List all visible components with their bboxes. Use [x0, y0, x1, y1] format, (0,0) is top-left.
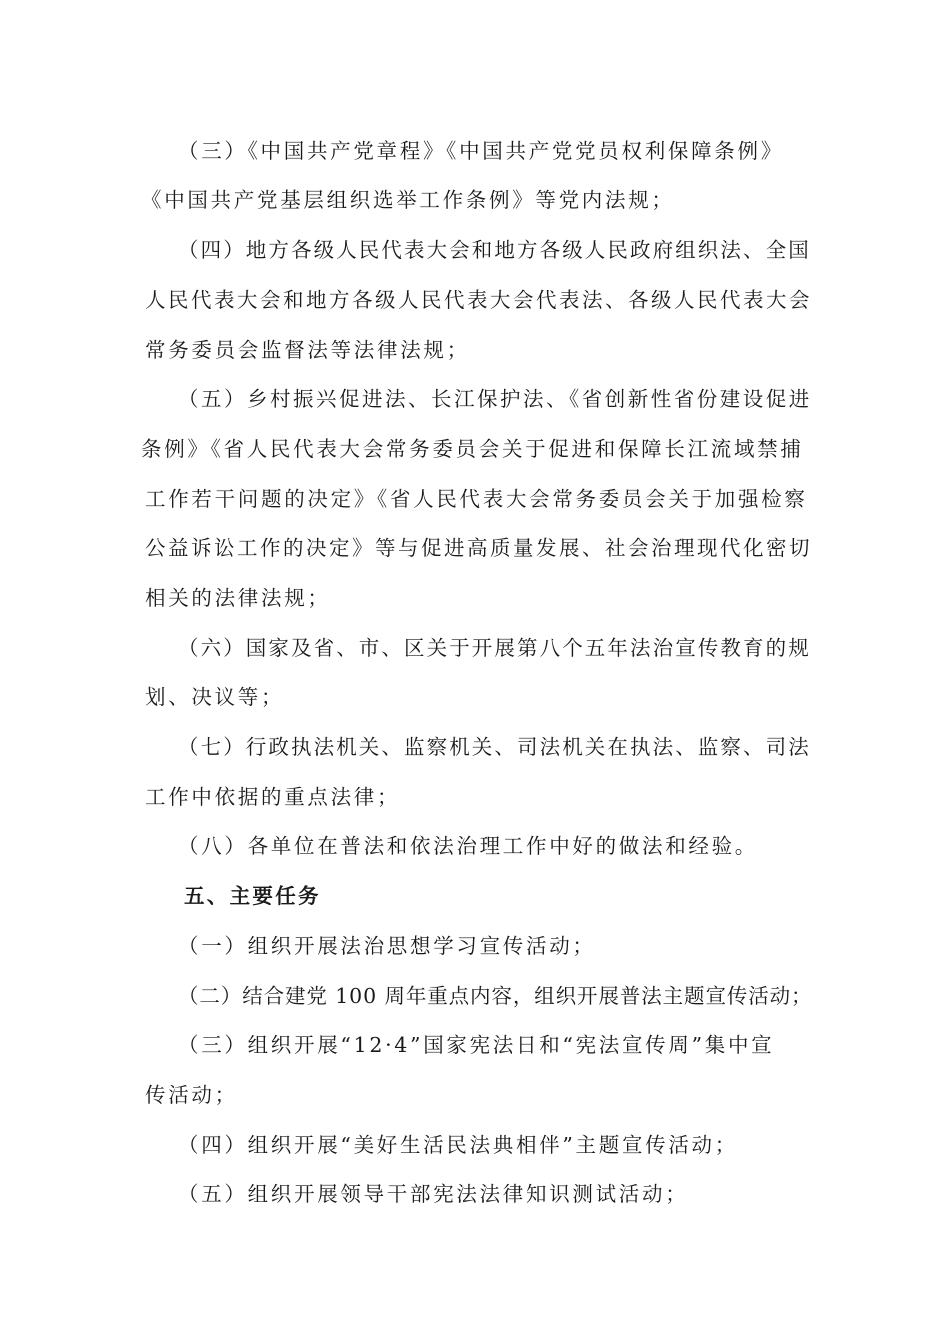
text-line: （一）组织开展法治思想学习宣传活动；: [178, 934, 596, 958]
text-line: （七）行政执法机关、监察机关、司法机关在执法、监察、司法: [178, 735, 811, 759]
text-line: 划、决议等；: [145, 685, 285, 709]
text-line: （六）国家及省、市、区关于开展第八个五年法治宣传教育的规: [178, 636, 811, 660]
text-line: 工作中依据的重点法律；: [145, 785, 401, 809]
text-line: （三）组织开展“12·4”国家宪法日和“宪法宣传周”集中宣: [178, 1033, 775, 1057]
text-line: （五）乡村振兴促进法、长江保护法、《省创新性省份建设促进: [178, 387, 812, 411]
text-line: （四）组织开展“美好生活民法典相伴”主题宣传活动；: [178, 1133, 738, 1157]
text-line: 人民代表大会和地方各级人民代表大会代表法、各级人民代表大会: [145, 288, 812, 312]
text-line: （三）《中国共产党章程》《中国共产党党员权利保障条例》: [178, 139, 784, 163]
text-line: （四）地方各级人民代表大会和地方各级人民政府组织法、全国: [178, 238, 811, 262]
text-line: （二）结合建党 100 周年重点内容，组织开展普法主题宣传活动；: [178, 984, 813, 1008]
text-line: 公益诉讼工作的决定》等与促进高质量发展、社会治理现代化密切: [145, 536, 812, 560]
text-line: 工作若干问题的决定》《省人民代表大会常务委员会关于加强检察: [145, 487, 808, 511]
text-line: 传活动；: [145, 1083, 238, 1107]
text-line: （八）各单位在普法和依法治理工作中好的做法和经验。: [178, 834, 758, 858]
text-line: 条例》《省人民代表大会常务委员会关于促进和保障长江流域禁捕: [141, 437, 804, 461]
section-heading: 五、主要任务: [184, 884, 321, 908]
text-line: （五）组织开展领导干部宪法法律知识测试活动；: [178, 1182, 689, 1206]
text-line: 《中国共产党基层组织选举工作条例》等党内法规；: [141, 188, 675, 212]
text-line: 常务委员会监督法等法律法规；: [145, 338, 470, 362]
text-line: 相关的法律法规；: [145, 586, 331, 610]
